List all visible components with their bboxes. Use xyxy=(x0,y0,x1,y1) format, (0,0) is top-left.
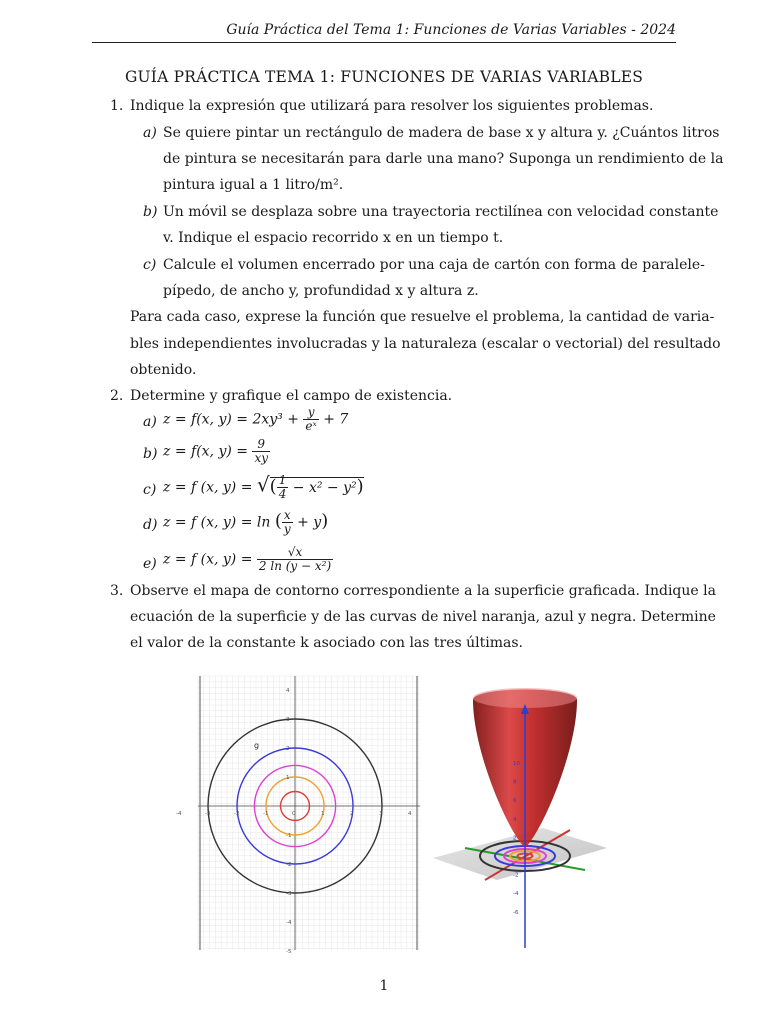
item-2a-denominator: eˣ xyxy=(305,419,317,433)
contour-background xyxy=(198,676,420,950)
item-2c-label: c) xyxy=(143,482,157,498)
item-3-number: 3. xyxy=(110,583,124,599)
item-2c-denominator: 4 xyxy=(278,487,287,501)
item-2d-numerator: x xyxy=(283,508,291,522)
curve-label-g: g xyxy=(254,741,260,750)
item-2-number: 2. xyxy=(110,388,124,404)
x-tick-label: 3 xyxy=(379,811,383,817)
item-2e-denominator: 2 ln (y − x²) xyxy=(258,559,332,573)
item-1a-line-2: de pintura se necesitarán para darle una mano? Suponga un rendimiento de la xyxy=(163,151,724,167)
item-1-paragraph-line-1: Para cada caso, exprese la función que resuelve el problema, la cantidad de varia- xyxy=(130,309,715,325)
item-2b-formula xyxy=(163,438,270,465)
item-2c-numerator: 1 xyxy=(278,473,287,487)
item-2c-formula xyxy=(163,474,364,501)
x-tick-label: 2 xyxy=(350,811,354,817)
x-tick-label: -4 xyxy=(176,811,182,817)
item-2e-formula xyxy=(163,546,333,573)
item-2b-label: b) xyxy=(143,446,158,462)
item-1-paragraph-line-2: bles independientes involucradas y la naturaleza (escalar o vectorial) del resultado xyxy=(130,336,721,352)
y-tick-label: -3 xyxy=(286,891,292,897)
z-tick-label: 10 xyxy=(513,761,520,767)
x-tick-label: -1 xyxy=(263,811,269,817)
running-header: Guía Práctica del Tema 1: Funciones de Varias Variables - 2024 xyxy=(92,22,676,43)
z-tick-label: -4 xyxy=(513,891,519,898)
y-tick-label: 2 xyxy=(286,746,290,752)
item-3-line-2: ecuación de la superficie y de las curvas de nivel naranja, azul y negra. Determine xyxy=(130,609,716,625)
item-1-number: 1. xyxy=(110,98,124,114)
item-2e-fraction xyxy=(257,546,333,573)
item-1b-label: b) xyxy=(143,204,158,220)
item-2b-denominator: xy xyxy=(254,451,268,465)
item-1a-line-1: Se quiere pintar un rectángulo de madera de base x y altura y. ¿Cuántos litros xyxy=(163,125,720,141)
item-1-paragraph-line-3: obtenido. xyxy=(130,362,197,378)
item-2d-lhs: z = f (x, y) = ln xyxy=(163,514,271,531)
y-tick-label: 1 xyxy=(286,775,290,781)
paraboloid-3d-figure xyxy=(425,680,615,952)
z-tick-label: 2 xyxy=(513,835,517,842)
x-tick-label: 1 xyxy=(321,811,325,817)
item-2e-lhs: z = f (x, y) = xyxy=(163,551,253,568)
item-1b-line-1: Un móvil se desplaza sobre una trayectoria rectilínea con velocidad constante xyxy=(163,204,719,220)
item-2a-label: a) xyxy=(143,414,157,430)
item-2d-label: d) xyxy=(143,517,158,533)
sqrt-symbol: √ xyxy=(256,472,270,497)
contour-map-figure xyxy=(176,676,420,955)
item-2-intro: Determine y grafique el campo de existencia. xyxy=(130,388,453,404)
z-tick-label: 6 xyxy=(513,798,517,805)
item-1b-line-2: v. Indique el espacio recorrido x en un tiempo t. xyxy=(163,230,504,246)
item-2d-fraction xyxy=(282,509,293,536)
item-1-intro: Indique la expresión que utilizará para resolver los siguientes problemas. xyxy=(130,98,654,114)
item-2a-numerator: y xyxy=(307,405,315,419)
x-tick-label: 0 xyxy=(292,811,296,817)
item-2a-formula xyxy=(163,406,348,433)
item-2a-tail: + 7 xyxy=(323,411,349,428)
item-2b-lhs: z = f(x, y) = xyxy=(163,443,248,460)
item-3-line-3: el valor de la constante k asociado con las tres últimas. xyxy=(130,635,523,651)
item-1c-line-1: Calcule el volumen encerrado por una caja de cartón con forma de paralele- xyxy=(163,257,705,273)
item-1c-label: c) xyxy=(143,257,157,273)
item-2a-fraction xyxy=(303,406,318,433)
z-tick-label: -2 xyxy=(513,872,519,879)
item-2c-radicand: ( $\frac{1}{4}$ − x² − y²) xyxy=(269,473,364,501)
item-2d-formula: z = f (x, y) = ln ( $\frac{x}{y}$ + y) xyxy=(163,508,329,536)
item-2c-fraction xyxy=(277,474,289,501)
item-1c-line-2: pípedo, de ancho y, profundidad x y altura z. xyxy=(163,283,479,299)
item-2a-lhs: z = f(x, y) = 2xy³ + xyxy=(163,411,299,428)
z-tick-label: 4 xyxy=(513,816,517,823)
y-tick-label: -2 xyxy=(286,862,292,868)
item-2c-lhs: z = f (x, y) = xyxy=(163,479,253,496)
item-1a-label: a) xyxy=(143,125,157,141)
x-tick-label: -3 xyxy=(205,811,211,817)
y-tick-label: -5 xyxy=(286,949,292,955)
z-tick-label: 8 xyxy=(513,779,517,786)
page-number: 1 xyxy=(379,978,389,994)
item-2c-tail: − x² − y² xyxy=(292,479,357,496)
z-tick-label: -6 xyxy=(513,909,519,916)
item-2d-tail: + y xyxy=(297,514,322,531)
y-tick-label: 3 xyxy=(286,717,290,723)
item-2d-denominator: y xyxy=(283,522,291,536)
y-tick-label: 4 xyxy=(286,688,290,694)
item-2b-numerator: 9 xyxy=(257,437,266,451)
x-tick-label: 4 xyxy=(408,811,412,817)
page-title: GUÍA PRÁCTICA TEMA 1: FUNCIONES DE VARIAS VARIABLES xyxy=(124,68,644,86)
y-tick-label: -1 xyxy=(286,833,292,839)
item-1a-line-3: pintura igual a 1 litro/m². xyxy=(163,177,344,193)
x-tick-label: -2 xyxy=(234,811,240,817)
item-2e-label: e) xyxy=(143,556,157,572)
item-3-line-1: Observe el mapa de contorno correspondiente a la superficie graficada. Indique la xyxy=(130,583,716,599)
item-2e-numerator: √x xyxy=(287,545,303,559)
y-tick-label: -4 xyxy=(286,920,292,926)
item-2b-fraction xyxy=(252,438,270,465)
